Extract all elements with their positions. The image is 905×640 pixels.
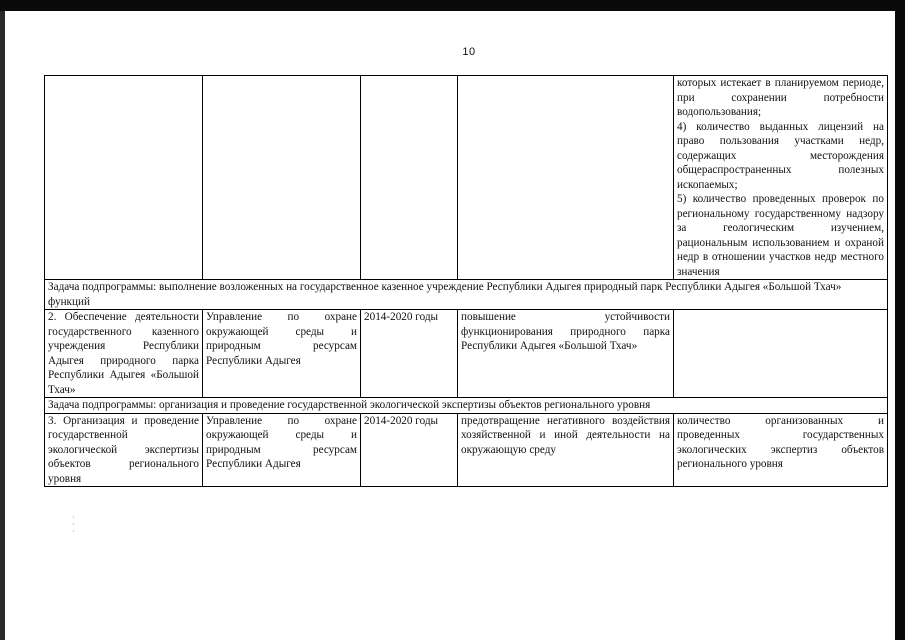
result-cell: повышение устойчивости функционирования природного парка Республики Адыгея «Большой Тхач» — [458, 310, 674, 398]
page-number: 10 — [462, 46, 476, 58]
measure-cell: 3. Организация и проведение государственной экологической экспертизы объектов регионального уровня — [45, 413, 203, 487]
executor-cell: Управление по охране окружающей среды и природным ресурсам Республики Адыгея — [203, 413, 361, 487]
measure-cell: 2. Обеспечение деятельности государственного казенного учреждения Республики Адыгея природного парка Республики Адыгея «Большой Тхач» — [45, 310, 203, 398]
indicators-cell — [674, 310, 888, 398]
period-cell: 2014-2020 годы — [361, 310, 458, 398]
result-cell-empty — [458, 76, 674, 280]
subprogram-table — [44, 75, 888, 487]
table-row — [45, 310, 888, 398]
result-cell: предотвращение негативного воздействия хозяйственной и иной деятельности на окружающую среду — [458, 413, 674, 487]
period-cell: 2014-2020 годы — [361, 413, 458, 487]
indicators-cell: количество организованных и проведенных государственных экологических экспертиз объектов регионального уровня — [674, 413, 888, 487]
measure-cell-empty — [45, 76, 203, 280]
scan-edge-left — [0, 11, 5, 640]
executor-cell: Управление по охране окружающей среды и природным ресурсам Республики Адыгея — [203, 310, 361, 398]
continuation-row — [45, 76, 888, 280]
period-cell-empty — [361, 76, 458, 280]
scan-speck: · · · — [72, 513, 75, 536]
indicators-cell: которых истекает в планируемом периоде, при сохранении потребности водопользования; 4) количество выданных лицензий на право пользования участками недр, содержащих месторождения общераспространенных полезных ископаемых; 5) количество проведенных проверок по региональному государственному надзору за геологическим изучением, рациональным использованием и охраной недр в отношении участков недр местного значения — [674, 76, 888, 280]
task-row — [45, 398, 888, 414]
scan-edge-right — [895, 0, 905, 640]
task-heading: Задача подпрограммы: выполнение возложенных на государственное казенное учреждение Республики Адыгея природный парк Республики Адыгея «Большой Тхач» функций — [45, 280, 888, 310]
task-heading: Задача подпрограммы: организация и проведение государственной экологической экспертизы объектов регионального уровня — [45, 398, 888, 414]
table-row — [45, 413, 888, 487]
executor-cell-empty — [203, 76, 361, 280]
scan-edge-top — [0, 0, 895, 11]
task-row — [45, 280, 888, 310]
